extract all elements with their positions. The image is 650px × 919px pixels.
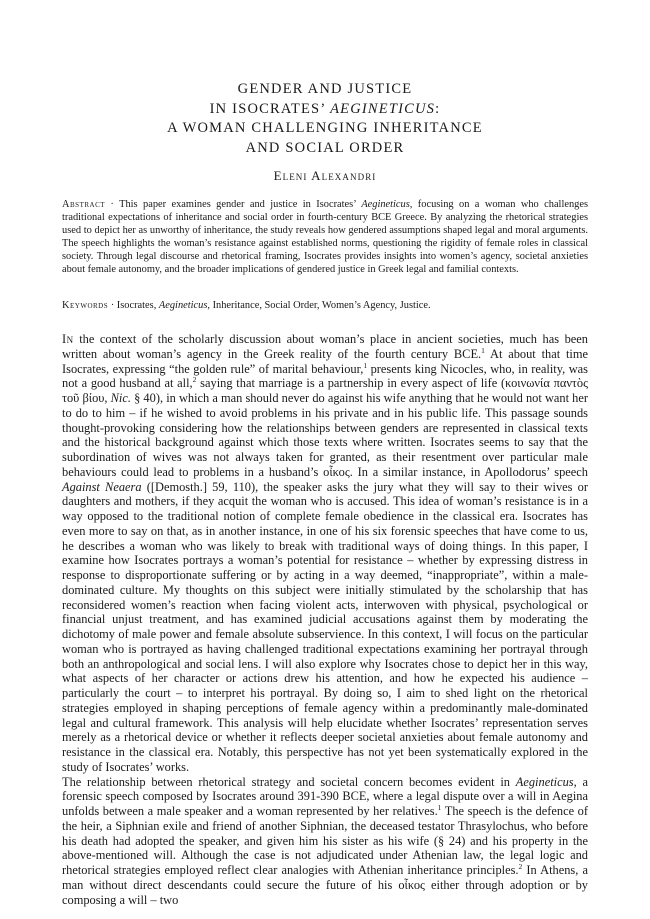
title-line-3: A WOMAN CHALLENGING INHERITANCE: [167, 120, 483, 136]
paragraph-1: In the context of the scholarly discussion about woman’s place in ancient societies, much has been written about woman’s agency in the Greek reality of the fourth century BCE.$^1$ At about that time Isocrates, expressing “the golden rule” of marital behaviour,$^1$ presents king Nicocles, who, in reality, was not a good husband at all,$^2$ saying that marriage is a partnership in every aspect of life (κοινωνία παντὸς τοῦ βίου, Nic. § 40), in which a man should never do against his wife anything that he would not want her to do to him – if he wished to avoid problems in his private and in his public life. This passage sounds thought-provoking considering how the relationships between genders are represented in classical texts and the historical background against which those texts where written. Isocrates seems to say that the subordination of wives was not always taken for granted, as their resentment over particular male behaviours could lead to problems in a husband’s οἶκος. In a similar instance, in Apollodorus’ speech Against Neaera ([Demosth.] 59, 110), the speaker asks the jury what they will say to their wives or daughters and mothers, if they acquit the woman who is accused. This idea of woman’s resistance is in a way opposed to the traditional notion of complete female obedience in the classical era. Isocrates has even more to say on that, as in another instance, in one of his six forensic speeches that have come to us, he describes a woman who was likely to break with traditional ways of doing things. In this paper, I examine how Isocrates portrays a woman’s potential for resistance – whether by expressing distress in response to disproportionate suffering or by acting in a way deemed, “inappropriate”, within a male-dominated culture. My thoughts on this subject were initially stimulated by the scholarship that has reconsidered women’s reaction when facing violent acts, interwoven with physical, psychological or financial unjust treatment, and has examined judicial accusations against them by moderating the dichotomy of male power and female absolute subservience. In this context, I will focus on the particular woman who is portrayed as having challenged traditional expectations examining her portrayal through both an anthropological and social lens. I will also explore why Isocrates chose to depict her in this way, what aspects of her character or actions drew his attention, and how he expected his audience – particularly the court – to interpret his portrayal. By doing so, I aim to shed light on the rhetorical strategies employed in shaping perceptions of female agency within a predominantly male-dominated legal and cultural framework. This analysis will help elucidate whether Isocrates’ representation serves merely as a rhetorical device or whether it reflects deeper societal anxieties about female autonomy and resistance in the classical era. Notably, this perspective has not yet been systematically explored in the study of Isocrates’ works.: [62, 332, 589, 774]
title-line-2: IN ISOCRATES’ AEGINETICUS:: [209, 100, 441, 117]
footnote-ref: 1: [481, 345, 485, 355]
keywords-label: Keywords: [62, 300, 109, 311]
footnote-ref: 1: [363, 360, 368, 370]
author-name: Eleni Alexandri: [273, 168, 377, 183]
footnote-ref: 2: [518, 861, 523, 871]
footnote-ref: 2: [192, 375, 197, 385]
paragraph-2: The relationship between rhetorical strategy and societal concern becomes evident in Aegineticus, a forensic speech composed by Isocrates around 391-390 BCE, where a legal dispute over a will in Aegina unfolds between a male speaker and a woman represented by her relatives.$^1$ The speech is the defence of the heir, a Siphnian exile and friend of another Siphnian, the deceased testator Thrasylochus, who before his death had adopted the speaker, and given him his sister as his wife (§ 24) and his property in the above-mentioned will. Although the case is not adjudicated under Athenian law, the legal logic and rhetorical strategies employed reflect clear analogies with Athenian inheritance principles.$^2$ In Athens, a man without direct descendants could secure the future of his οἶκος either through adoption or by composing a will – two: [62, 774, 588, 907]
keywords: Keywords · Isocrates, Aegineticus, Inheritance, Social Order, Women’s Agency, Justice.: [62, 300, 431, 311]
footnote-ref: 1: [437, 802, 442, 812]
title-line-1: GENDER AND JUSTICE: [237, 81, 413, 97]
title-line-4: AND SOCIAL ORDER: [245, 139, 405, 156]
article-title: [0, 80, 650, 158]
body-text: [62, 332, 588, 907]
abstract-label: Abstract: [62, 199, 106, 210]
abstract: Abstract · This paper examines gender and justice in Isocrates’ Aegineticus, focusing on a woman who challenges traditional expectations of inheritance and social order in fourth-century BCE Greece. By analyzing the rhetorical strategies used to depict her as unworthy of inheritance, the study reveals how gendered assumptions shaped legal and moral arguments. The speech highlights the woman’s resistance against established norms, questioning the rigidity of female roles in classical society. Through legal discourse and rhetorical framing, Isocrates provides insights into women’s agency, societal anxieties about female autonomy, and the broader implications of gendered justice in Greek legal and familial contexts.: [62, 199, 588, 275]
